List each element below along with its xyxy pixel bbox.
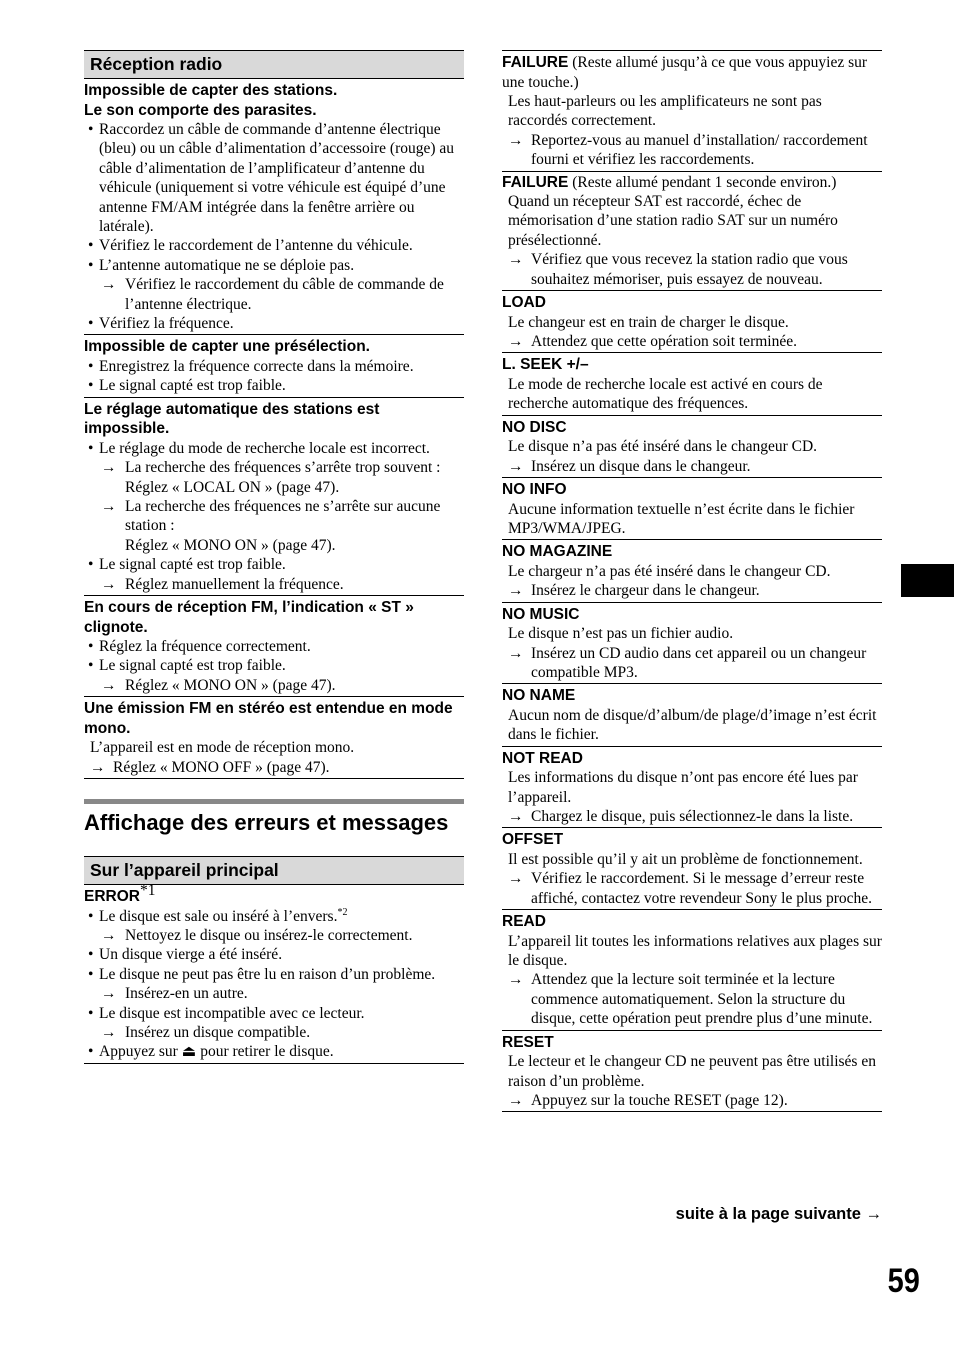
message-l-seek [502, 353, 882, 415]
issue-heading: Impossible de capter des stations. Le son comporte des parasites. [84, 82, 338, 119]
issue-heading: Une émission FM en stéréo est entendue en mode mono. [84, 700, 453, 737]
arrow-remedy: → Vérifiez le raccordement du câble de commande de l’antenne électrique. [84, 275, 464, 314]
description: Aucun nom de disque/d’album/de plage/d’image n’est écrit dans le fichier. [508, 706, 877, 744]
message-error [84, 881, 464, 1064]
arrow-remedy: → Attendez que la lecture soit terminée et la lecture commence automatiquement. Selon la structure du disque, cette opération peut prendre plus d’une minute. [502, 970, 882, 1028]
arrow-remedy: → Nettoyez le disque ou insérez-le correctement. [84, 926, 464, 945]
arrow-remedy: → La recherche des fréquences ne s’arrête sur aucune station : [84, 497, 464, 536]
description: Il est possible qu’il y ait un problème de fonctionnement. [508, 850, 863, 868]
message-no-name [502, 684, 882, 746]
arrow-remedy: → Appuyez sur la touche RESET (page 12). [502, 1091, 882, 1110]
description: Les informations du disque n’ont pas encore été lues par l’appareil. [508, 769, 858, 806]
message-load [502, 291, 882, 353]
message-heading: NOT READ [502, 749, 583, 767]
message-heading: NO INFO [502, 481, 567, 498]
bullet: • Vérifiez le raccordement de l’antenne du véhicule. [84, 236, 464, 255]
message-no-music [502, 603, 882, 685]
description: Le disque n’a pas été inséré dans le changeur CD. [508, 438, 818, 456]
description: Le disque n’est pas un fichier audio. [508, 625, 734, 643]
message-failure-1: FAILURE (Reste allumé jusqu’à ce que vous appuyiez sur une touche.) Les haut-parleurs ou les amplificateurs ne sont pas raccordés correctement. → Reportez-vous au manuel d’installation/ raccordement fourni et vérifiez les raccordements. [502, 50, 882, 172]
message-no-magazine [502, 540, 882, 602]
bullet: • Appuyez sur ⏏ pour retirer le disque. [84, 1042, 464, 1061]
continued-next-page: suite à la page suivante → [675, 1205, 882, 1223]
message-heading: READ [502, 913, 546, 931]
message-heading: RESET [502, 1033, 554, 1051]
bullet: • Le signal capté est trop faible. [84, 656, 464, 675]
message-heading: NO MUSIC [502, 605, 580, 623]
radio-issue-no-stations [84, 79, 464, 335]
arrow-remedy: → Insérez le chargeur dans le changeur. [502, 581, 882, 600]
eject-icon: ⏏ [181, 1043, 197, 1061]
bullet: • Le réglage du mode de recherche locale est incorrect. [84, 439, 464, 458]
arrow-remedy: → Chargez le disque, puis sélectionnez-le dans la liste. [502, 807, 882, 826]
radio-issue-auto-tuning [84, 398, 464, 596]
bullet: • Un disque vierge a été inséré. [84, 945, 464, 964]
message-heading: FAILURE [502, 173, 569, 191]
radio-issue-preset [84, 335, 464, 397]
arrow-remedy: → Réglez manuellement la fréquence. [84, 575, 464, 594]
section-heading-radio: Réception radio [84, 50, 464, 79]
main-heading: Affichage des erreurs et messages [84, 810, 449, 836]
message-heading: NO NAME [502, 687, 576, 705]
message-heading: OFFSET [502, 831, 564, 849]
message-heading: L. SEEK +/– [502, 356, 589, 374]
radio-issue-mono [84, 697, 464, 779]
section-tab-marker [901, 564, 954, 597]
right-column [502, 50, 882, 1112]
bullet: • Le signal capté est trop faible. [84, 555, 464, 574]
bullet: • Le signal capté est trop faible. [84, 376, 464, 395]
main-section [84, 799, 464, 838]
bullet: • Enregistrez la fréquence correcte dans la mémoire. [84, 357, 464, 376]
message-not-read [502, 747, 882, 829]
arrow-remedy: → Insérez-en un autre. [84, 984, 464, 1003]
message-reset [502, 1031, 882, 1113]
bullet: • Le disque est incompatible avec ce lecteur. [84, 1004, 464, 1023]
arrow-remedy: → Réglez « MONO OFF » (page 47). [84, 758, 464, 777]
message-heading: NO MAGAZINE [502, 543, 613, 561]
arrow-remedy: → Insérez un disque compatible. [84, 1023, 464, 1042]
bullet: • Vérifiez la fréquence. [84, 314, 464, 333]
description: Le mode de recherche locale est activé en cours de recherche automatique des fréquences. [508, 375, 823, 413]
description: Le lecteur et le changeur CD ne peuvent pas être utilisés en raison d’un problème. [508, 1053, 876, 1090]
remedy-continuation: Réglez « MONO ON » (page 47). [125, 536, 336, 554]
bullet: • Le disque est sale ou inséré à l’envers.$^{*2}$ [84, 907, 464, 926]
message-no-info [502, 478, 882, 540]
arrow-remedy: → Insérez un CD audio dans cet appareil ou un changeur compatible MP3. [502, 644, 882, 683]
arrow-remedy: → La recherche des fréquences s’arrête trop souvent : [84, 458, 464, 477]
description: Les haut-parleurs ou les amplificateurs ne sont pas raccordés correctement. [508, 92, 822, 130]
description: L’appareil est en mode de réception mono. [90, 739, 355, 757]
arrow-remedy: → Vérifiez le raccordement. Si le message d’erreur reste affiché, contactez votre revendeur Sony le plus proche. [502, 869, 882, 908]
arrow-remedy: → Reportez-vous au manuel d’installation/ raccordement fourni et vérifiez les raccordements. [502, 131, 882, 170]
message-heading: LOAD [502, 294, 546, 312]
issue-heading: Le réglage automatique des stations est impossible. [84, 400, 380, 438]
message-heading: FAILURE [502, 54, 569, 71]
message-read [502, 910, 882, 1031]
message-no-disc [502, 416, 882, 478]
page-number: 59 [887, 1262, 920, 1300]
section-heading-main-unit: Sur l’appareil principal [84, 856, 464, 885]
message-heading: ERROR$^{*1}$ [84, 881, 156, 906]
description: Quand un récepteur SAT est raccordé, échec de mémorisation d’une station radio SAT sur un numéro présélectionné. [508, 193, 838, 249]
bullet: • Raccordez un câble de commande d’antenne électrique (bleu) ou un câble d’alimentation d’accessoire (rouge) au câble d’alimentation de l’amplificateur d’antenne du véhicule (uniquement si votre véhicule est équipé d’une antenne FM/AM intégrée dans la fenêtre arrière ou latérale). [84, 120, 464, 236]
arrow-remedy: → Réglez « MONO ON » (page 47). [84, 676, 464, 695]
message-failure-2: FAILURE (Reste allumé pendant 1 seconde environ.) Quand un récepteur SAT est raccordé, échec de mémorisation d’une station radio SAT sur un numéro présélectionné. → Vérifiez que vous recevez la station radio que vous souhaitez mémoriser, puis essayez de nouveau. [502, 171, 882, 292]
bullet: • Le disque ne peut pas être lu en raison d’un problème. [84, 965, 464, 984]
description: Le changeur est en train de charger le disque. [508, 313, 789, 331]
arrow-remedy: → Vérifiez que vous recevez la station radio que vous souhaitez mémoriser, puis essayez de nouveau. [502, 250, 882, 289]
bullet: • Réglez la fréquence correctement. [84, 637, 464, 656]
radio-issue-st-flashing [84, 596, 464, 697]
bullet: • L’antenne automatique ne se déploie pas. [84, 256, 464, 275]
message-offset [502, 828, 882, 910]
arrow-remedy: → Insérez un disque dans le changeur. [502, 457, 882, 476]
left-column [84, 50, 464, 1064]
description: Aucune information textuelle n’est écrite dans le fichier MP3/WMA/JPEG. [508, 500, 855, 537]
description: Le chargeur n’a pas été inséré dans le changeur CD. [508, 562, 831, 580]
issue-heading: Impossible de capter une présélection. [84, 338, 370, 356]
remedy-continuation: Réglez « LOCAL ON » (page 47). [125, 478, 340, 496]
issue-heading: En cours de réception FM, l’indication « ST » clignote. [84, 599, 414, 636]
message-heading: NO DISC [502, 418, 567, 436]
description: L’appareil lit toutes les informations relatives aux plages sur le disque. [508, 932, 882, 969]
arrow-remedy: → Attendez que cette opération soit terminée. [502, 332, 882, 351]
